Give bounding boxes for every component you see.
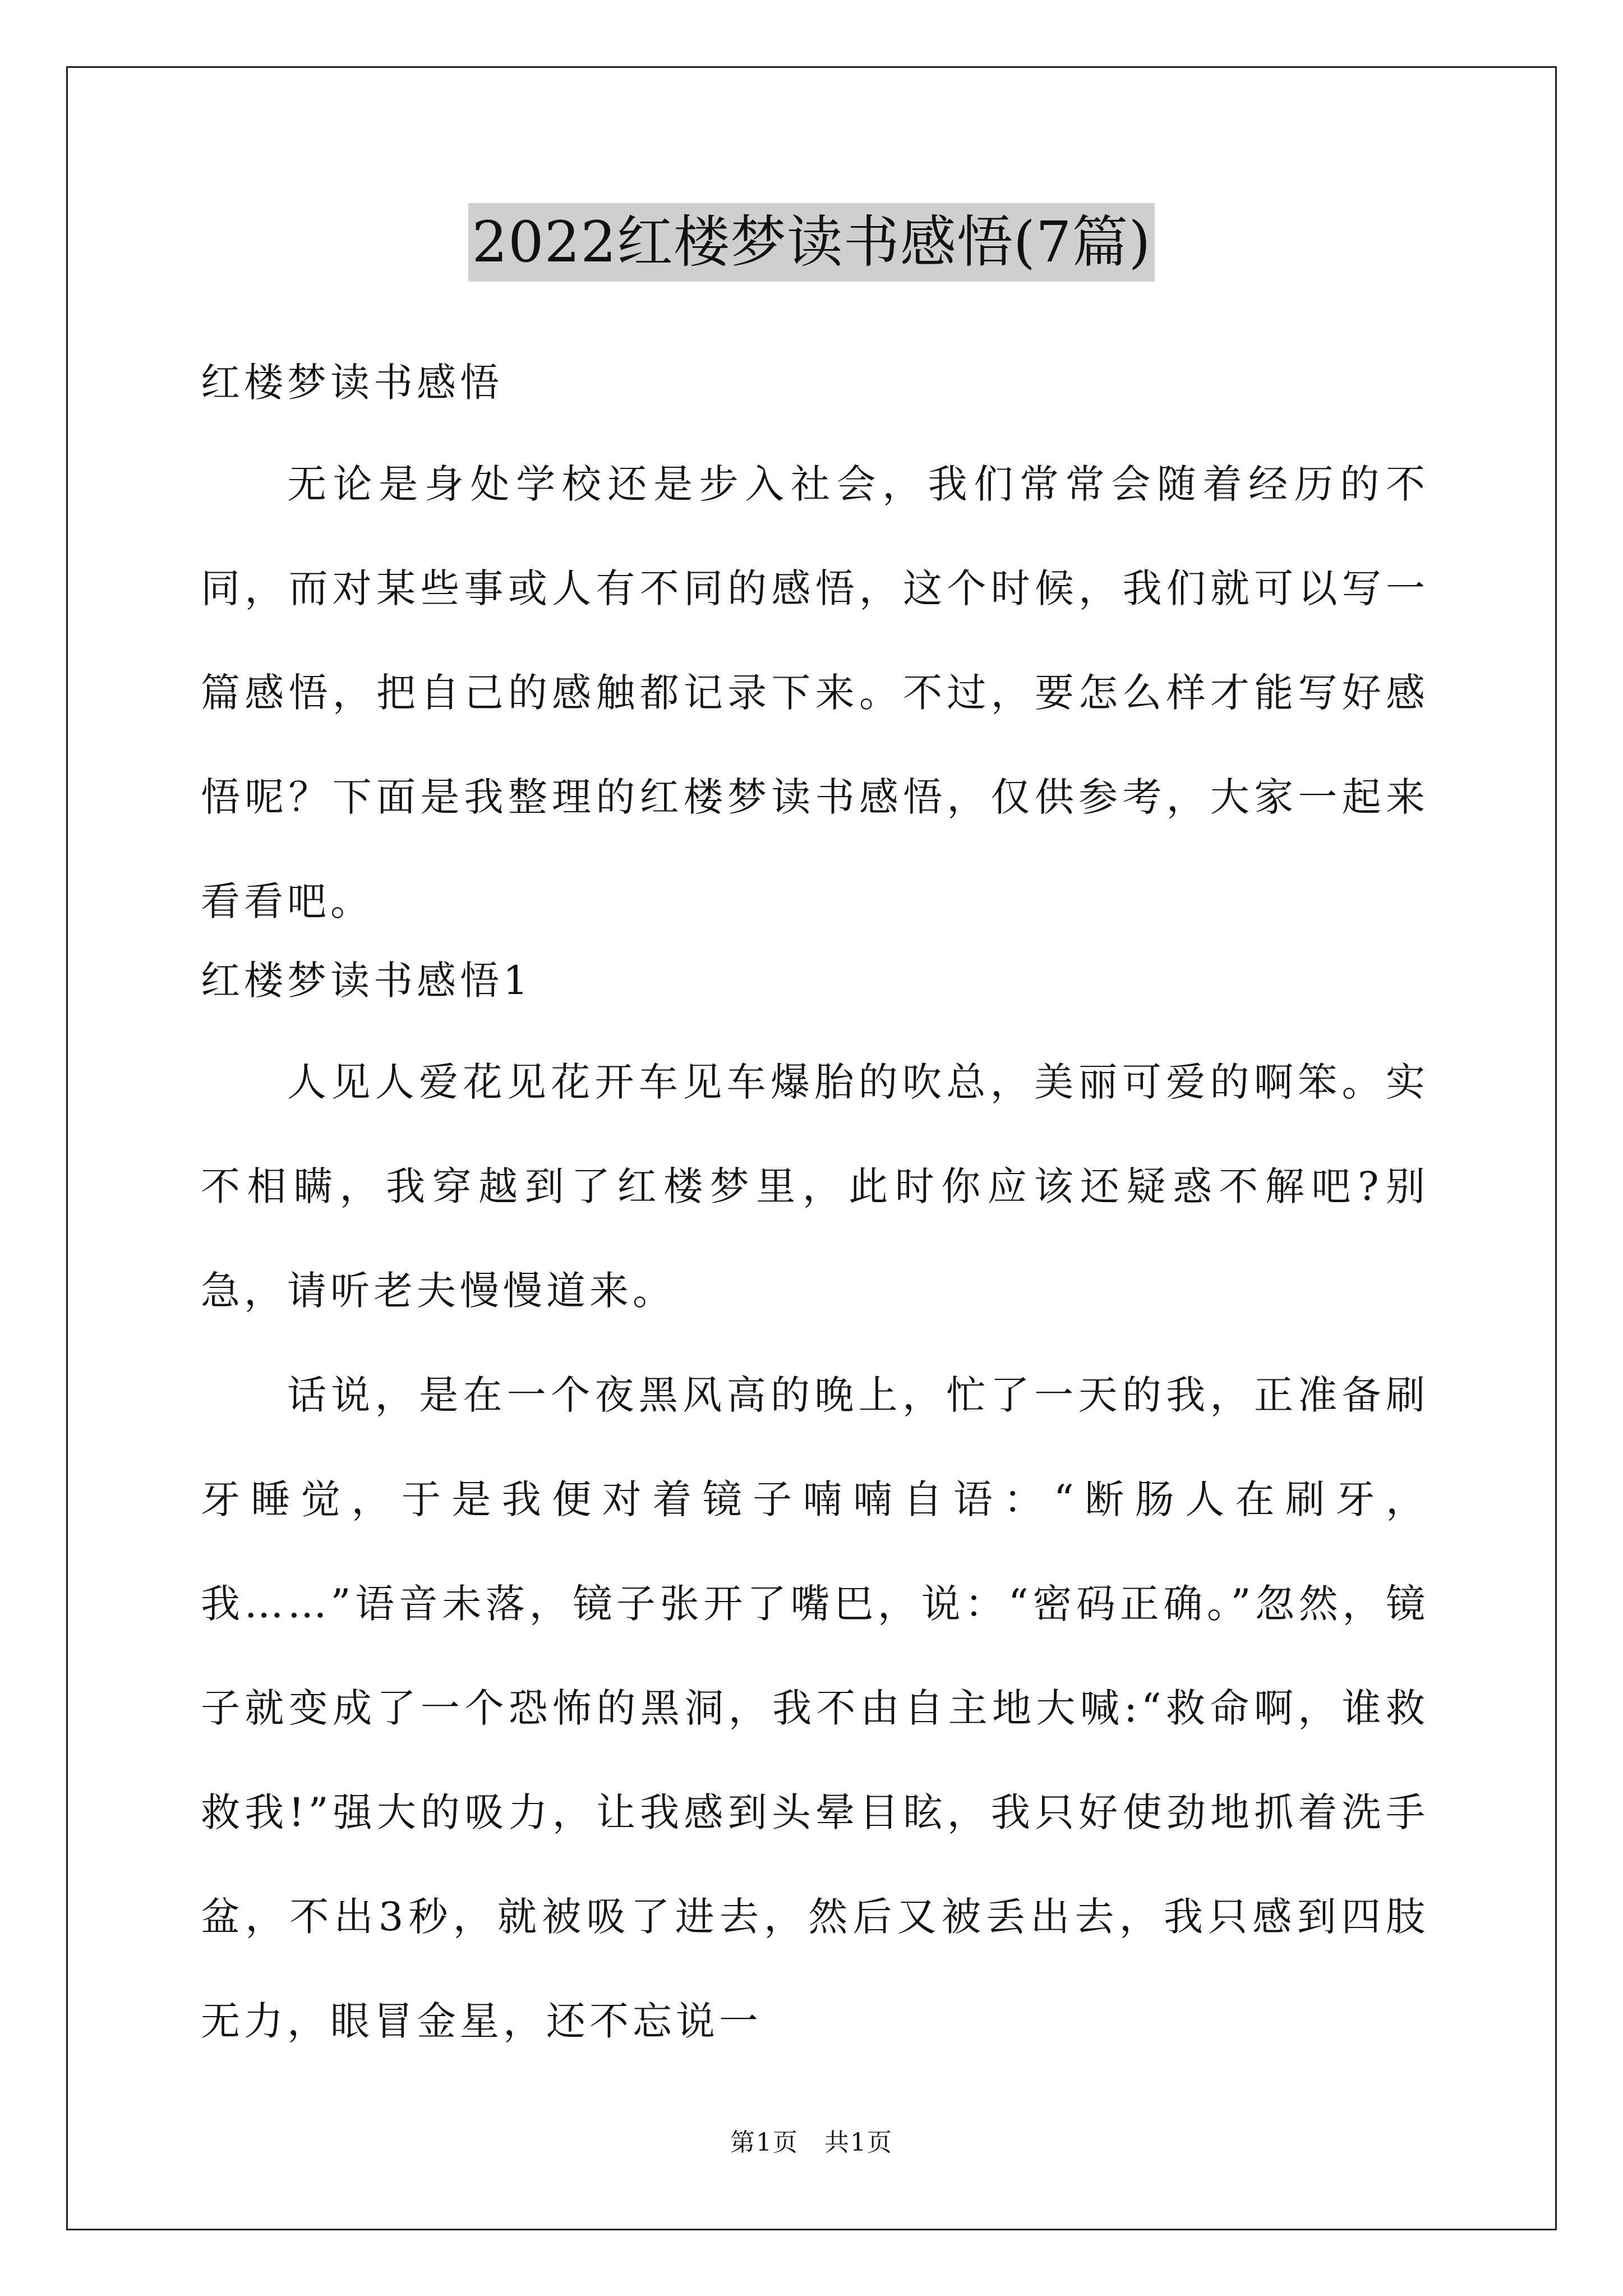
intro-paragraph: 无论是身处学校还是步入社会，我们常常会随着经历的不同，而对某些事或人有不同的感悟，这个时候，我们就可以写一篇感悟，把自己的感触都记录下来。不过，要怎么样才能写好感悟呢？下面是我整理的红楼梦读书感悟，仅供参考，大家一起来看看吧。 [201, 461, 1429, 924]
section1-paragraph-2: 话说，是在一个夜黑风高的晚上，忙了一天的我，正准备刷牙睡觉，于是我便对着镜子喃喃自语：“断肠人在刷牙，我……”语音未落，镜子张开了嘴巴，说：“密码正确。”忽然，镜子就变成了一个恐怖的黑洞，我不由自主地大喊:“救命啊，谁救救我!”强大的吸力，让我感到头晕目眩，我只好使劲地抓着洗手盆，不出3秒，就被吸了进去，然后又被丢出去，我只感到四肢无力，眼冒金星，还不忘说一 [201, 1372, 1429, 2044]
section1-heading: 红楼梦读书感悟1 [201, 958, 532, 1004]
page-footer: 第1页 共1页 [730, 2128, 893, 2157]
section1-paragraph-1: 人见人爱花见花开车见车爆胎的吹总，美丽可爱的啊笨。实不相瞒，我穿越到了红楼梦里，此时你应该还疑惑不解吧?别急，请听老夫慢慢道来。 [201, 1059, 1429, 1314]
title-container [0, 203, 1623, 282]
document-title: 2022红楼梦读书感悟(7篇) [468, 203, 1154, 282]
intro-heading: 红楼梦读书感悟 [201, 360, 503, 406]
